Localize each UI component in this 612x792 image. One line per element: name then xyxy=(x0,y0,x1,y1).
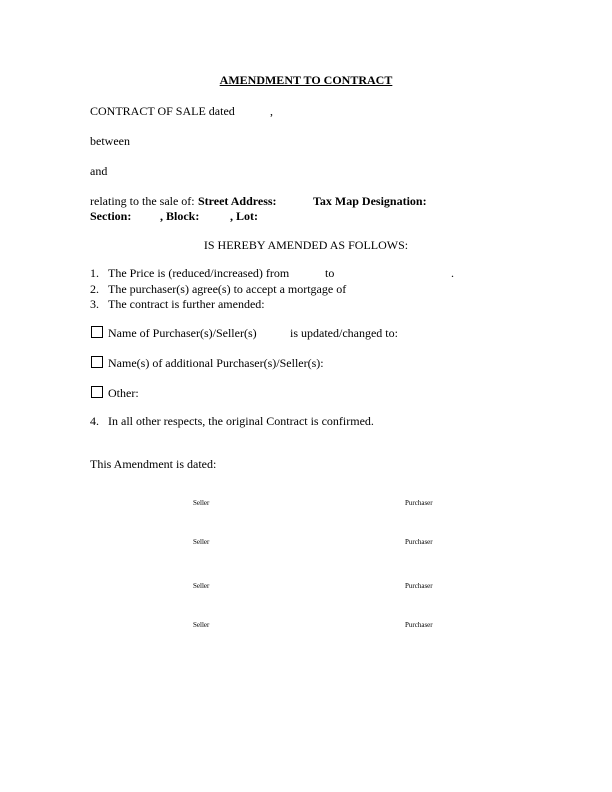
tax-map-label: Tax Map Designation: xyxy=(313,194,427,208)
item-1-period: . xyxy=(451,266,454,280)
seller-signature-label: Seller xyxy=(193,538,210,546)
seller-signature-label: Seller xyxy=(193,621,210,629)
item-2-number: 2. xyxy=(90,282,99,296)
seller-signature-label: Seller xyxy=(193,499,210,507)
block-label: , Block: xyxy=(160,209,200,223)
section-label: Section: xyxy=(90,209,132,223)
purchaser-signature-label: Purchaser xyxy=(405,582,433,590)
purchaser-signature-label: Purchaser xyxy=(405,621,433,629)
item-2-text: The purchaser(s) agree(s) to accept a mortgage of xyxy=(108,282,347,296)
document-title: AMENDMENT TO CONTRACT xyxy=(219,73,393,87)
street-address-label: Street Address: xyxy=(198,194,277,208)
other-label: Other: xyxy=(108,386,139,400)
item-4-text: In all other respects, the original Contract is confirmed. xyxy=(108,414,374,428)
amended-heading: IS HEREBY AMENDED AS FOLLOWS: xyxy=(203,238,409,252)
item-3-text: The contract is further amended: xyxy=(108,297,265,311)
purchaser-signature-label: Purchaser xyxy=(405,499,433,507)
additional-party-label: Name(s) of additional Purchaser(s)/Seller(s): xyxy=(108,356,324,370)
name-update-label: Name of Purchaser(s)/Seller(s) xyxy=(108,326,257,340)
other-checkbox[interactable] xyxy=(91,386,103,398)
item-3-number: 3. xyxy=(90,297,99,311)
amendment-dated-label: This Amendment is dated: xyxy=(90,457,217,471)
between-label: between xyxy=(90,134,130,148)
item-1-to: to xyxy=(325,266,335,280)
relating-prefix: relating to the sale of: xyxy=(90,194,195,208)
item-1-text: The Price is (reduced/increased) from xyxy=(108,266,290,280)
additional-party-checkbox[interactable] xyxy=(91,356,103,368)
contract-of-sale-label: CONTRACT OF SALE dated xyxy=(90,104,235,118)
name-update-checkbox[interactable] xyxy=(91,326,103,338)
item-4-number: 4. xyxy=(90,414,99,428)
purchaser-signature-label: Purchaser xyxy=(405,538,433,546)
lot-label: , Lot: xyxy=(230,209,258,223)
name-update-suffix: is updated/changed to: xyxy=(290,326,398,340)
item-1-number: 1. xyxy=(90,266,99,280)
and-label: and xyxy=(90,164,108,178)
contract-date-comma: , xyxy=(270,104,273,118)
seller-signature-label: Seller xyxy=(193,582,210,590)
